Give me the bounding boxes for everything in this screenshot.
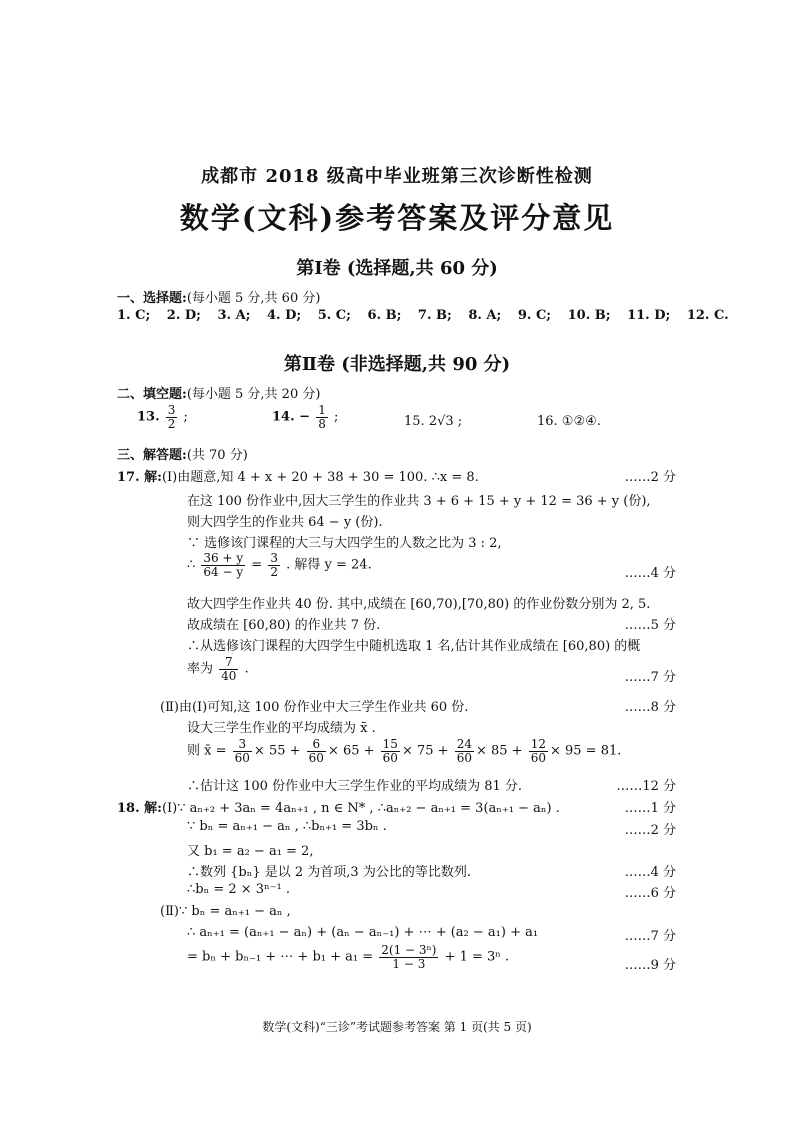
q17-line-5 — [187, 552, 372, 578]
numerator: 1 — [318, 403, 326, 417]
fraction — [201, 552, 245, 578]
denominator: 8 — [318, 416, 326, 431]
term-tail: × 65 + — [327, 743, 375, 759]
denominator: 1 − 3 — [392, 956, 426, 971]
fraction — [268, 552, 280, 578]
q17-points-12: ……12 分 — [616, 779, 676, 794]
q18-points-9: ……9 分 — [624, 958, 676, 973]
mean-label: 则 x̄ = — [187, 743, 227, 759]
volume-2-title: 第Ⅱ卷 (非选择题,共 90 分) — [283, 354, 511, 375]
therefore-symbol: ∴ — [187, 557, 196, 573]
q18-line-4: ∴数列 {bₙ} 是以 2 为首项,3 为公比的等比数列. — [187, 865, 471, 880]
q17-line-4: ∵ 选修该门课程的大三与大四学生的人数之比为 3 : 2, — [187, 536, 502, 551]
denominator: 60 — [382, 750, 398, 765]
q18-points-4: ……4 分 — [624, 865, 676, 880]
q18-line-7: ∴ aₙ₊₁ = (aₙ₊₁ − aₙ) + (aₙ − aₙ₋₁) + ⋯ + (a₂ − a₁) + a₁ — [187, 925, 539, 940]
q17-part1-text: (Ⅰ)由题意,知 4 + x + 20 + 38 + 30 = 100. ∴x = 8. — [161, 470, 479, 485]
term-tail: × 55 + — [253, 743, 301, 759]
term-tail: × 85 + — [475, 743, 523, 759]
q17-line-1 — [117, 466, 479, 485]
denominator: 2 — [167, 416, 176, 431]
page-footer: 数学(文科)“三诊”考试题参考答案 第 1 页(共 5 页) — [262, 1020, 532, 1034]
fraction — [381, 738, 400, 764]
fraction — [307, 738, 326, 764]
q18-line-6: (Ⅱ)∵ bₙ = aₙ₊₁ − aₙ , — [160, 904, 291, 919]
numerator: 2(1 − 3ⁿ) — [381, 943, 437, 957]
q18-points-6: ……6 分 — [624, 886, 676, 901]
numerator: 12 — [530, 737, 546, 751]
q17-line-10: (Ⅱ)由(Ⅰ)可知,这 100 份作业中大三学生作业共 60 份. — [160, 700, 469, 715]
sum-expression: = bₙ + bₙ₋₁ + ⋯ + b₁ + a₁ = — [187, 949, 374, 965]
numerator: 3 — [233, 738, 252, 752]
section-3-note: (共 70 分) — [186, 448, 248, 463]
answer-2: 2. D; — [166, 308, 201, 323]
term-tail: × 75 + — [401, 743, 449, 759]
document-title: 成都市 2018 级高中毕业班第三次诊断性检测 — [201, 166, 593, 187]
q17-points-5: ……5 分 — [624, 618, 676, 633]
q17-points-1: ……2 分 — [624, 470, 676, 485]
numerator: 7 — [219, 656, 238, 670]
q18-points-7: ……7 分 — [624, 929, 676, 944]
term-tail: × 95 = 81. — [549, 743, 622, 759]
q18-label: 18. 解: — [117, 801, 162, 816]
answer-4: 4. D; — [267, 308, 302, 323]
document-subtitle: 数学(文科)参考答案及评分意见 — [179, 201, 615, 235]
numerator: 6 — [307, 738, 326, 752]
numerator: 3 — [167, 403, 176, 417]
q17-points-4: ……4 分 — [624, 566, 676, 581]
numerator: 15 — [382, 737, 398, 751]
volume-1-title: 第Ⅰ卷 (选择题,共 60 分) — [296, 258, 498, 279]
q18-line-5: ∴bₙ = 2 × 3ⁿ⁻¹ . — [187, 882, 291, 897]
period: . — [244, 661, 249, 677]
probability-label: 率为 — [187, 661, 214, 677]
fraction — [379, 944, 438, 970]
denominator: 60 — [234, 750, 250, 765]
q17-line-7: 故成绩在 [60,80) 的作业共 7 份. — [187, 618, 381, 633]
q17-line-11: 设大三学生作业的平均成绩为 x̄ . — [187, 721, 376, 736]
answer-11: 11. D; — [627, 308, 671, 323]
denominator: 40 — [221, 668, 237, 683]
denominator: 60 — [530, 750, 546, 765]
q18-line-8 — [187, 944, 509, 970]
answer-3: 3. A; — [217, 308, 251, 323]
q17-line-2: 在这 100 份作业中,因大三学生的作业共 3 + 6 + 15 + y + 12 = 36 + y (份), — [187, 494, 651, 509]
answer-6: 6. B; — [367, 308, 402, 323]
denominator: 60 — [308, 750, 324, 765]
section-1-label: 一、选择题: — [117, 291, 187, 306]
fill-14-label: 14. − — [272, 409, 311, 425]
q17-label: 17. 解: — [117, 470, 162, 485]
fraction — [316, 404, 328, 430]
fraction — [455, 738, 474, 764]
q17-line-9 — [187, 656, 249, 682]
q18-line-2: ∵ bₙ = aₙ₊₁ − aₙ , ∴bₙ₊₁ = 3bₙ . — [187, 819, 387, 834]
q17-line-12 — [187, 738, 621, 764]
section-3-label: 三、解答题: — [117, 448, 187, 463]
section-1-note: (每小题 5 分,共 60 分) — [186, 291, 321, 306]
q17-line-6: 故大四学生作业共 40 份. 其中,成绩在 [60,70),[70,80) 的作业份数分别为 2, 5. — [187, 597, 651, 612]
q18-points-2: ……2 分 — [624, 823, 676, 838]
fill-answer-16: 16. ①②④. — [537, 414, 601, 429]
answer-8: 8. A; — [468, 308, 502, 323]
answer-5: 5. C; — [317, 308, 351, 323]
section-2-heading — [117, 383, 320, 402]
answer-1: 1. C; — [117, 308, 151, 323]
q17-line-8: ∴从选修该门课程的大四学生中随机选取 1 名,估计其作业成绩在 [60,80) 的概 — [187, 639, 641, 654]
choice-answers — [117, 308, 729, 323]
fraction — [166, 404, 178, 430]
answer-9: 9. C; — [517, 308, 552, 323]
fill-14-tail: ; — [333, 409, 339, 425]
section-2-note: (每小题 5 分,共 20 分) — [186, 387, 321, 402]
denominator: 64 − y — [203, 564, 244, 579]
equals-sign: = — [251, 557, 263, 573]
q18-points-1: ……1 分 — [624, 801, 676, 816]
fraction — [529, 738, 548, 764]
section-3-heading — [117, 444, 248, 463]
fill-13-tail: ; — [183, 409, 188, 425]
q18-line-3: 又 b₁ = a₂ − a₁ = 2, — [187, 844, 314, 859]
fill-answer-13 — [137, 404, 188, 430]
numerator: 24 — [456, 737, 472, 751]
answer-7: 7. B; — [417, 308, 452, 323]
q17-points-8: ……8 分 — [624, 700, 676, 715]
q18-part1-text: (Ⅰ)∵ aₙ₊₂ + 3aₙ = 4aₙ₊₁ , n ∈ N* , ∴aₙ₊₂ − aₙ₊₁ = 3(aₙ₊₁ − aₙ) . — [161, 801, 560, 816]
q18-line-1 — [117, 797, 560, 816]
sum-result: + 1 = 3ⁿ . — [444, 949, 510, 965]
section-2-label: 二、填空题: — [117, 387, 187, 402]
q17-points-7: ……7 分 — [624, 670, 676, 685]
denominator: 2 — [270, 564, 278, 579]
fill-answer-15: 15. 2√3 ; — [404, 414, 463, 429]
answer-10: 10. B; — [567, 308, 611, 323]
fill-answer-14 — [272, 404, 338, 430]
numerator: 3 — [270, 551, 278, 565]
numerator: 36 + y — [203, 551, 244, 565]
section-1-heading — [117, 287, 320, 306]
q17-line-13: ∴估计这 100 份作业中大三学生作业的平均成绩为 81 分. — [187, 779, 523, 794]
q17-solve-text: . 解得 y = 24. — [286, 557, 372, 573]
fill-13-label: 13. — [137, 409, 160, 425]
denominator: 60 — [456, 750, 472, 765]
fraction — [233, 738, 252, 764]
fraction — [219, 656, 238, 682]
answer-12: 12. C. — [686, 308, 729, 323]
q17-line-3: 则大四学生的作业共 64 − y (份). — [187, 515, 383, 530]
